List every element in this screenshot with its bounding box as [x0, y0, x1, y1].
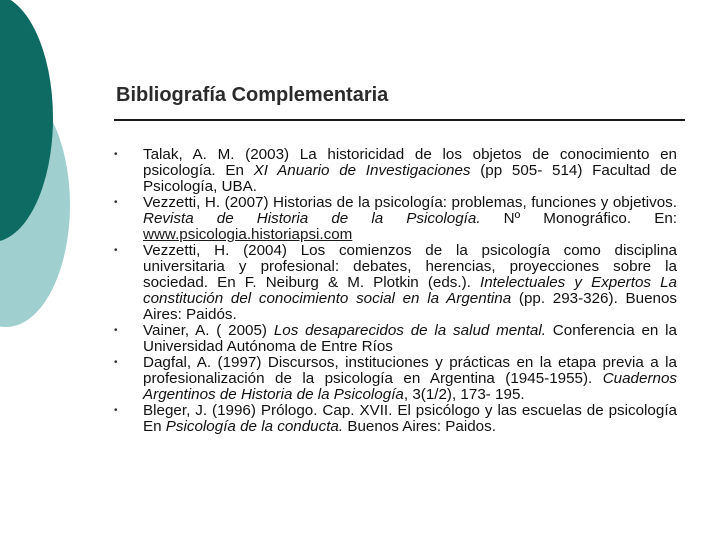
reference-text: Nº Monográfico. En: — [480, 210, 677, 227]
title-divider — [114, 119, 685, 121]
bullet-icon: • — [114, 325, 118, 336]
bullet-icon: • — [114, 405, 118, 416]
dark-teal-circle-decoration — [0, 0, 53, 242]
reference-text: Dagfal, A. (1997) Discursos, instituciones y prácticas en la etapa previa a la profesionalización de la psicología en Argentina (1945-1955). — [143, 354, 677, 387]
list-item — [112, 403, 677, 435]
reference-text: Vainer, A. ( 2005) — [143, 322, 274, 339]
list-item — [112, 147, 677, 195]
list-item — [112, 355, 677, 403]
reference-text: (pp. 293-326). Buenos Aires: Paidós. — [143, 290, 677, 323]
list-item — [112, 323, 677, 355]
reference-title: Intelectuales y Expertos La constitución del conocimiento social en la Argentina — [143, 274, 677, 307]
reference-text: Bleger, J. (1996) Prólogo. Cap. XVII. El psicólogo y las escuelas de psicología En — [143, 402, 677, 435]
bibliography-list — [112, 147, 677, 435]
bullet-icon: • — [114, 357, 118, 368]
reference-text: Vezzetti, H. (2007) Historias de la psicología: problemas, funciones y objetivos. — [143, 194, 677, 211]
reference-text: (pp 505- 514) Facultad de Psicología, UBA. — [143, 162, 677, 195]
slide-title: Bibliografía Complementaria — [116, 84, 389, 106]
list-item — [112, 195, 677, 243]
bullet-icon: • — [114, 149, 118, 160]
bullet-icon: • — [114, 245, 118, 256]
reference-title: Los desaparecidos de la salud mental. — [273, 322, 546, 339]
bullet-icon: • — [114, 197, 118, 208]
reference-title: Psicología de la conducta. — [165, 418, 344, 435]
reference-text: Vezzetti, H. (2004) Los comienzos de la psicología como disciplina universitaria y profesional: debates, herencias, proyecciones sobre la sociedad. En F. Neiburg & M. Plotkin (eds.). — [143, 242, 677, 291]
reference-text: Conferencia en la Universidad Autónoma de Entre Ríos — [143, 322, 678, 355]
reference-title: Revista de Historia de la Psicología. — [143, 210, 481, 227]
light-teal-circle-decoration — [0, 83, 70, 327]
reference-title: Cuadernos Argentinos de Historia de la Psicología — [143, 370, 677, 403]
reference-text: , 3(1/2), 173- 195. — [403, 386, 525, 403]
list-item — [112, 243, 677, 323]
reference-title: XI Anuario de Investigaciones — [253, 162, 471, 179]
reference-text: Talak, A. M. (2003) La historicidad de los objetos de conocimiento en psicología. En — [143, 146, 677, 179]
reference-text: Buenos Aires: Paidos. — [343, 418, 496, 435]
reference-link[interactable]: www.psicologia.historiapsi.com — [143, 226, 353, 243]
